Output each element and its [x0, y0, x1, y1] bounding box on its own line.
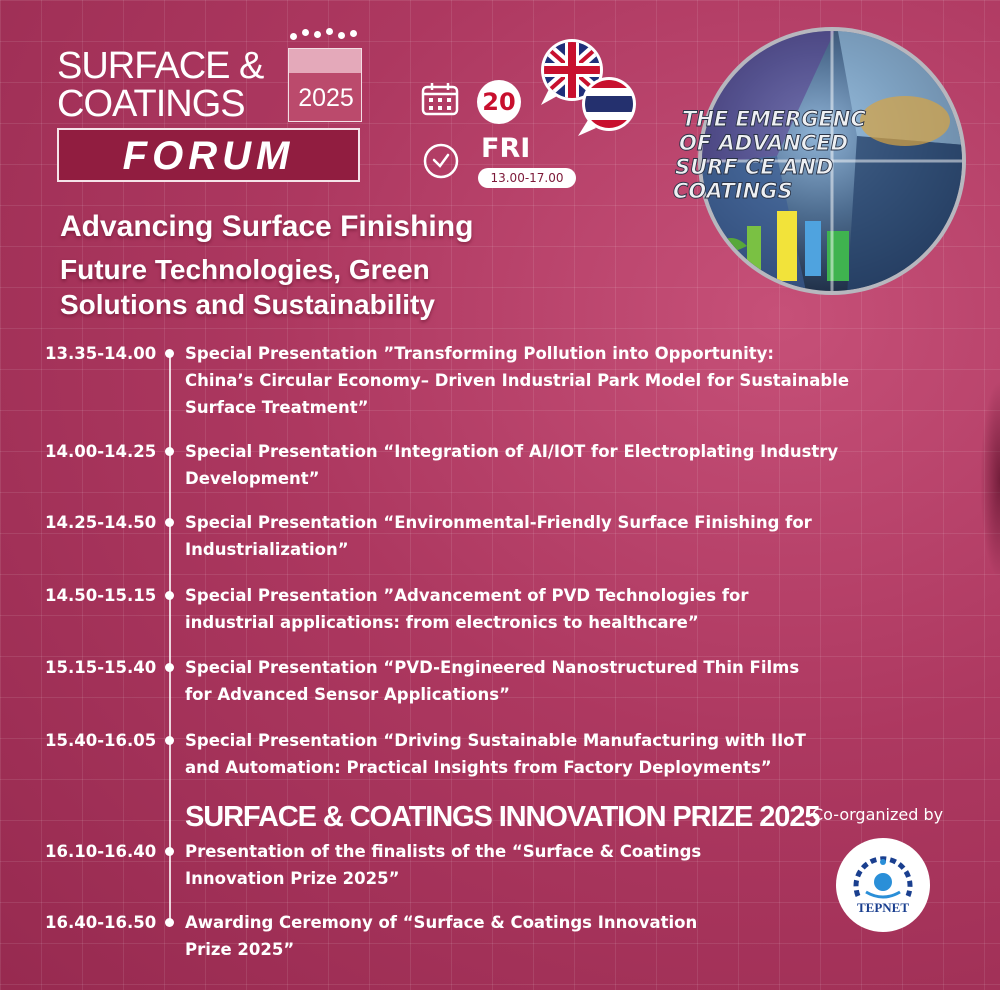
day-name: FRI [481, 133, 531, 164]
clock-icon [422, 142, 460, 180]
schedule-title: Special Presentation “Driving Sustainable Manufacturing with IIoT and Automation: Practical Insights from Factory Deployments” [185, 731, 806, 777]
year-badge [288, 48, 362, 122]
event-year: 2025 [298, 84, 354, 112]
forum-label: FORUM [122, 134, 295, 178]
schedule-time: 14.00-14.25 [45, 442, 157, 461]
schedule-title: Presentation of the finalists of the “Surface & Coatings Innovation Prize 2025” [185, 842, 702, 888]
time-range-pill: 13.00-17.00 [478, 168, 576, 188]
timeline-dot [165, 349, 174, 358]
timeline-dot [165, 736, 174, 745]
coorganized-label: Co-organized by [812, 805, 944, 824]
tepnet-logo [836, 838, 930, 932]
schedule-time: 16.10-16.40 [45, 842, 157, 861]
timeline-dot [165, 447, 174, 456]
schedule-time: 16.40-16.50 [45, 913, 157, 932]
timeline-dot [165, 663, 174, 672]
timeline-dot [165, 518, 174, 527]
emblem-text-line4: COATINGS [673, 179, 793, 203]
logo-title-line2: COATINGS [57, 83, 245, 125]
emblem-text-line2: OF ADVANCED [679, 131, 849, 155]
emblem-text-line1: THE EMERGENC [682, 107, 866, 131]
timeline-dot [165, 591, 174, 600]
schedule-title: Special Presentation ”Advancement of PVD Technologies for industrial applications: from electronics to healthcare” [185, 586, 749, 632]
timeline-dot [165, 918, 174, 927]
forum-banner [57, 128, 360, 182]
schedule-time: 13.35-14.00 [45, 344, 157, 363]
schedule-title: Special Presentation “PVD-Engineered Nanostructured Thin Films for Advanced Sensor Applications” [185, 658, 800, 704]
schedule-time: 14.50-15.15 [45, 586, 157, 605]
timeline-dot [165, 847, 174, 856]
schedule-time: 15.40-16.05 [45, 731, 157, 750]
schedule-title: Special Presentation “Integration of AI/IOT for Electroplating Industry Development” [185, 442, 839, 488]
logo-title-line1: SURFACE & [57, 45, 264, 87]
emblem-text-line3: SURF CE AND [675, 155, 834, 179]
thailand-flag-icon [574, 74, 640, 140]
tagline-line2: Future Technologies, Green [60, 254, 430, 285]
logo-dots [290, 25, 365, 45]
schedule-timeline [169, 352, 171, 926]
tepnet-name: TEPNET [856, 900, 909, 915]
emergence-emblem-graphic [673, 26, 977, 296]
schedule-title: Special Presentation “Environmental-Friendly Surface Finishing for Industrialization” [185, 513, 812, 559]
schedule-time: 14.25-14.50 [45, 513, 157, 532]
edge-shadow [980, 380, 1000, 580]
schedule-time: 15.15-15.40 [45, 658, 157, 677]
day-number-badge: 20 [477, 80, 521, 124]
tagline-line1: Advancing Surface Finishing [60, 210, 474, 243]
calendar-icon [421, 82, 459, 116]
innovation-prize-heading: SURFACE & COATINGS INNOVATION PRIZE 2025 [185, 801, 820, 833]
tagline-line3: Solutions and Sustainability [60, 289, 435, 320]
gear-icon [836, 838, 930, 932]
schedule-title: Special Presentation ”Transforming Pollution into Opportunity: China’s Circular Economy– Driven Industrial Park Model for Sustainable Surface Treatment” [185, 344, 850, 417]
schedule-title: Awarding Ceremony of “Surface & Coatings Innovation Prize 2025” [185, 913, 698, 959]
